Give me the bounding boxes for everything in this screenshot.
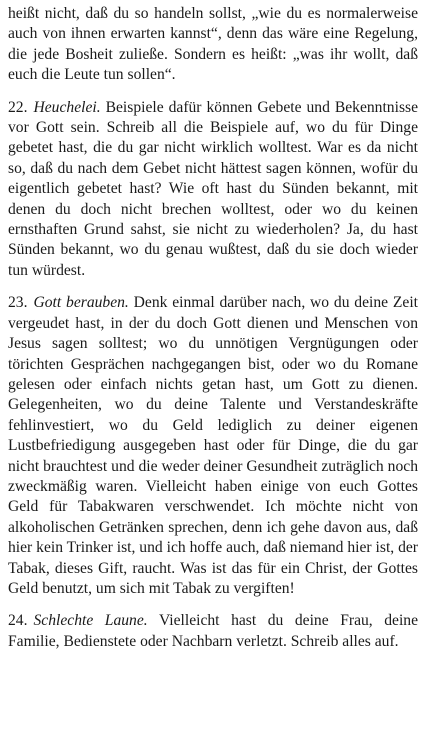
paragraph-number: 24. (8, 612, 28, 630)
paragraph-title: Heuchelei. (33, 98, 101, 116)
paragraph-22 (8, 98, 418, 282)
paragraph-text: heißt nicht, daß du so handeln sollst, „wie du es normalerweise auch von ihnen erwarten kannst“, denn das wäre eine Regelung, die jede Bosheit zuließe. Sondern es heißt: „was ihr wollt, daß euch die Leute tun sollen“. (8, 5, 418, 84)
paragraph-23 (8, 293, 418, 599)
paragraph-title: Gott berauben. (33, 294, 129, 312)
paragraph-text: Denk einmal darüber nach, wo du deine Zeit vergeudet hast, in der du doch Gott dienen und Menschen von Jesus sagen solltest; wo du unnötigen Vergnügungen oder törichten Gesprächen nachgegangen bist, oder wo du Romane gelesen oder einfach nichts getan hast, um Gott zu dienen. Gelegenheiten, wo du deine Talente und Verstandeskräfte fehlinvestiert, wo du Geld lediglich zu deiner eigenen Lustbefriedigung ausgegeben hast oder für Dinge, die du gar nicht brauchtest und die weder deiner Gesundheit zuträglich noch zweckmäßig waren. Vielleicht haben einige von euch Gottes Geld für Tabakwaren verschwendet. Ich möchte nicht von alkoholischen Getränken sprechen, denn ich gehe davon aus, daß hier kein Trinker ist, und ich hoffe auch, daß niemand hier ist, der Tabak, dieses Gift, raucht. Was ist das für ein Christ, der Gottes Geld benutzt, um sich mit Tabak zu vergiften! (8, 294, 418, 597)
paragraph-title: Schlechte Laune. (33, 612, 148, 630)
paragraph-text: Beispiele dafür können Gebete und Bekenntnisse vor Gott sein. Schreib all die Beispiele auf, wo du für Dinge gebetet hast, die du gar nicht wirklich wolltest. War es da nicht so, daß du nach dem Gebet nicht hättest sagen können, wofür du eigentlich gebetet hast? Wie oft hast du Sünden bekannt, mit denen du doch nicht brechen wolltest, oder wo du keinen ernsthaften Grund sahst, sie nicht zu wiederholen? Ja, du hast Sünden bekannt, wo du genau wußtest, daß du sie doch wieder tun würdest. (8, 98, 418, 279)
paragraph-number: 23. (8, 294, 28, 312)
document-page (8, 4, 418, 652)
paragraph-number: 22. (8, 98, 28, 116)
paragraph-text: Vielleicht hast du deine Frau, deine Familie, Bedienstete oder Nachbarn verletzt. Schreib alles auf. (8, 612, 418, 650)
paragraph-24 (8, 611, 418, 652)
paragraph-continuation (8, 4, 418, 86)
